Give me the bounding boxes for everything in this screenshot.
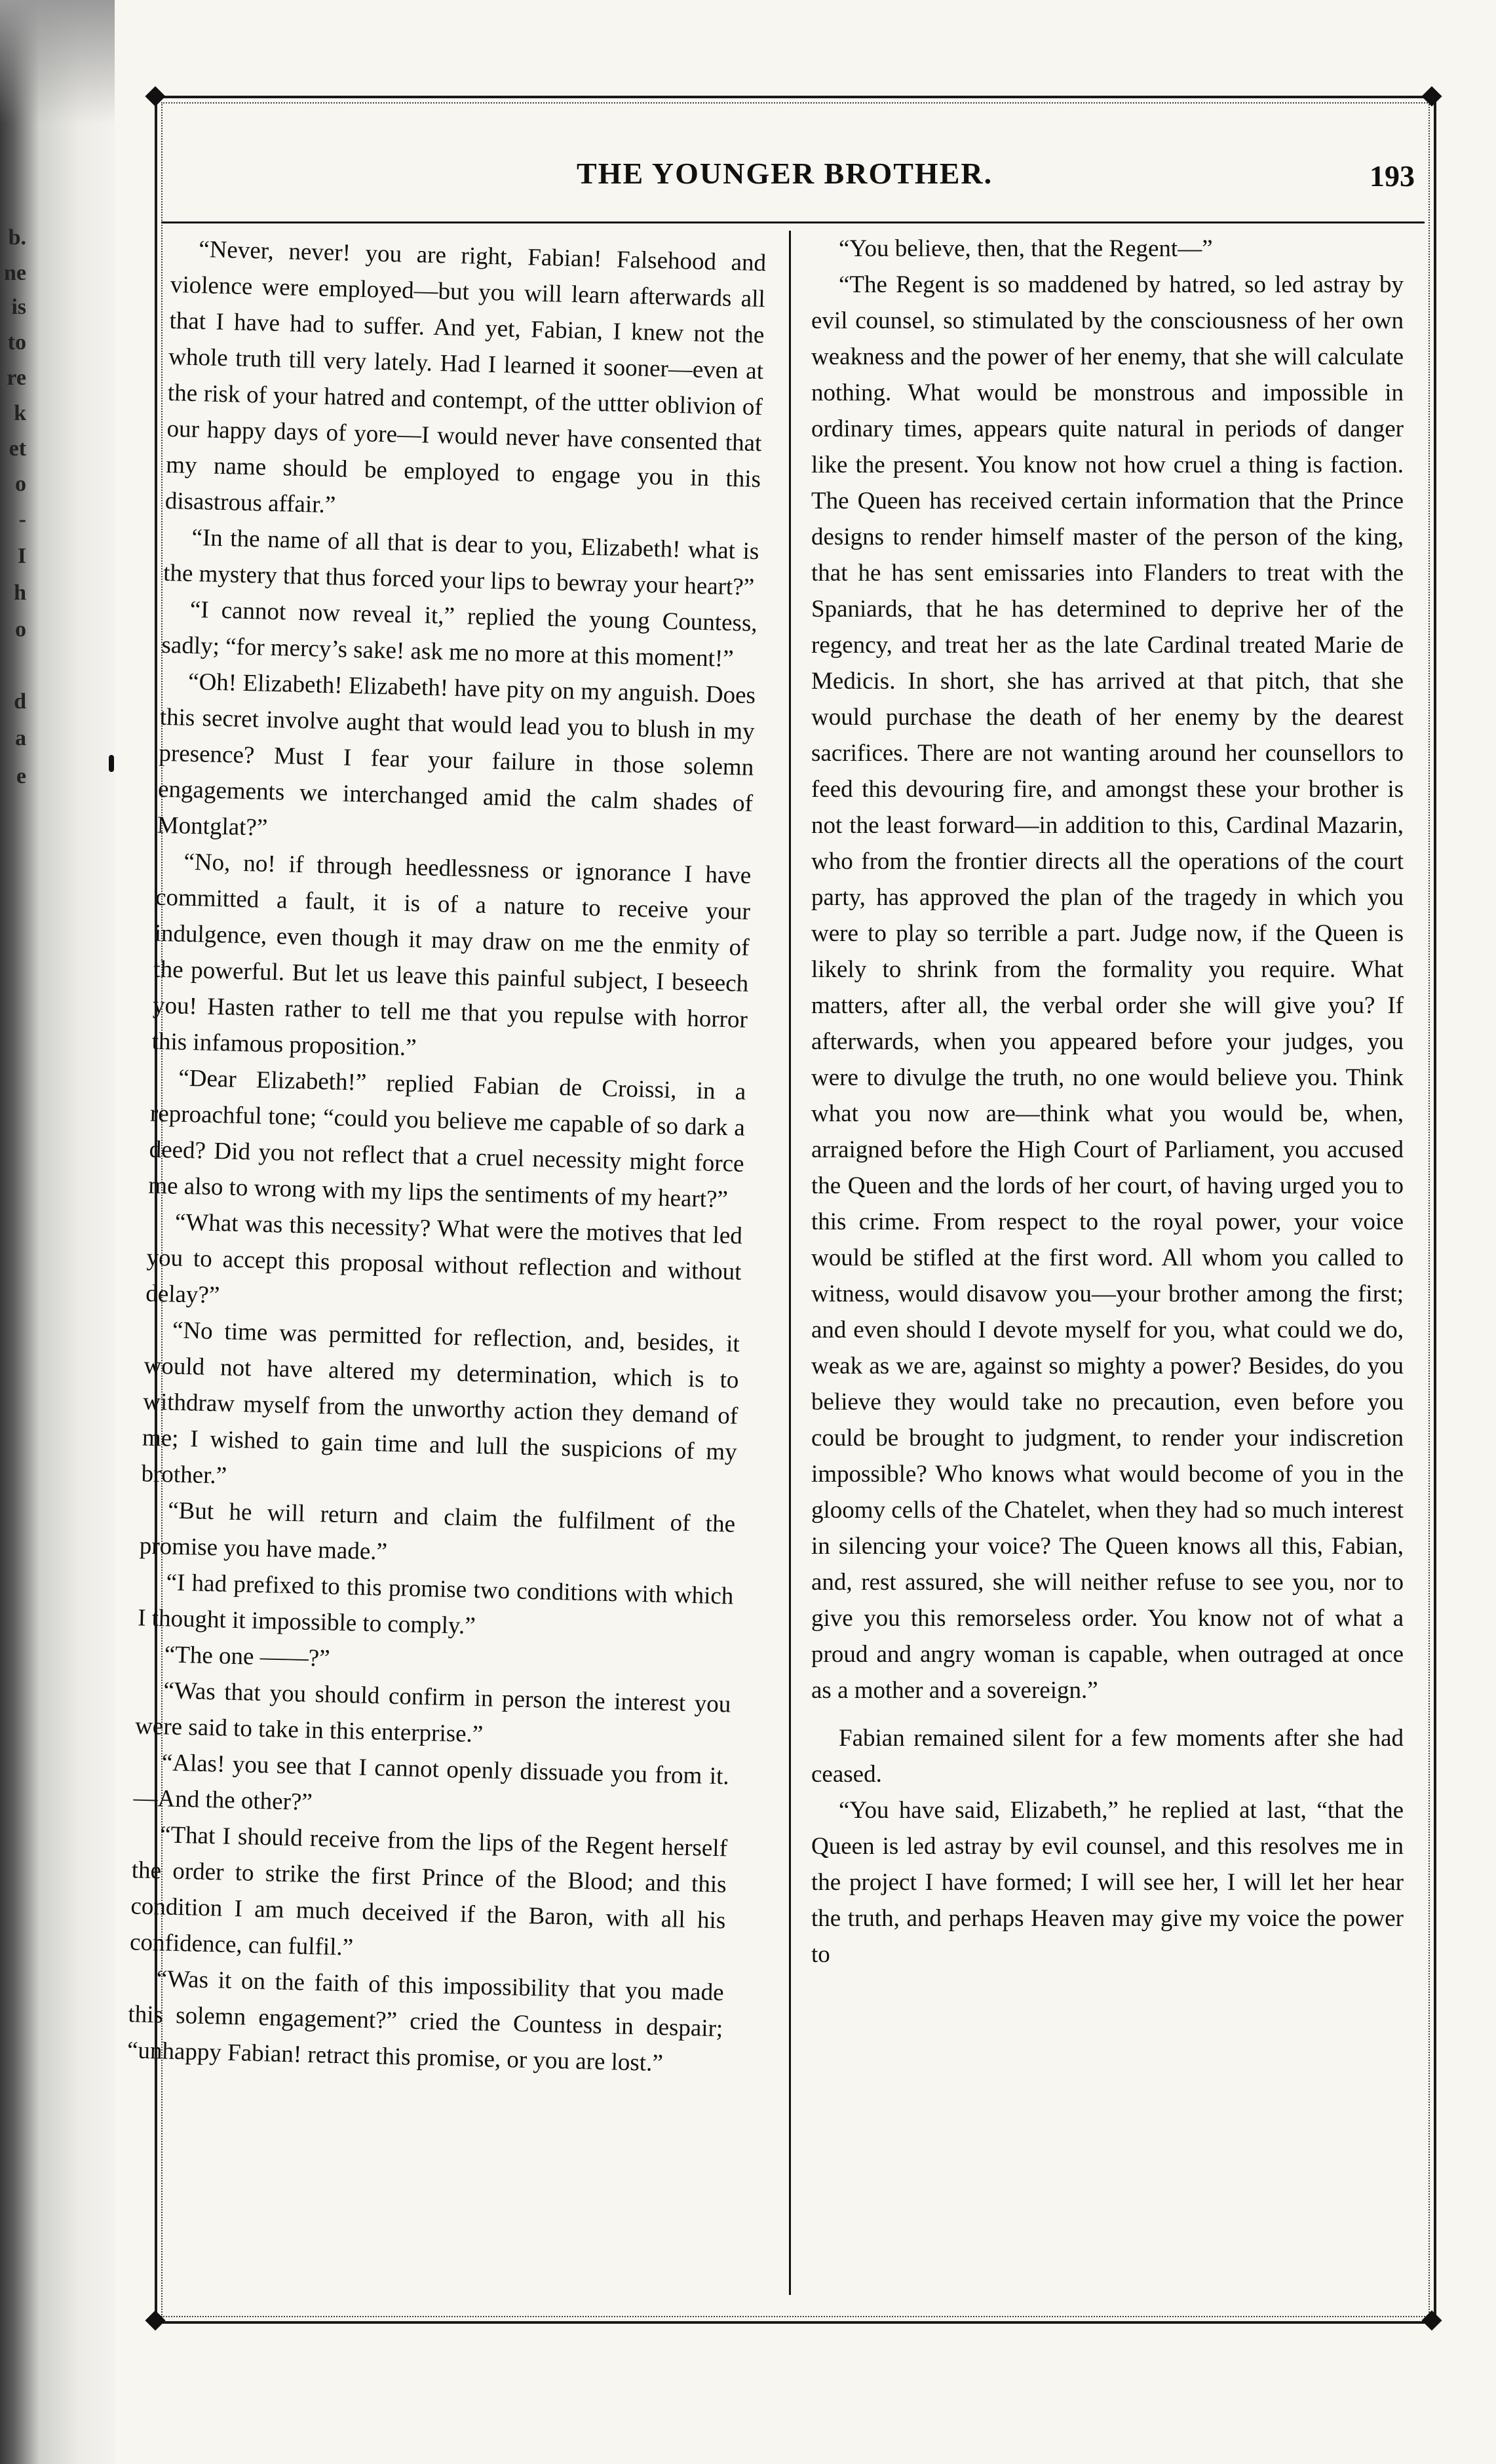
paragraph: “In the name of all that is dear to you, Elizabeth! what is the mystery that thus forced your lips to bewray your heart?” <box>163 524 759 601</box>
paragraph: “That I should receive from the lips of the Regent herself the order to strike the first Prince of the Blood; and this condition I am much deceived if the Baron, with all his confidence, can fulfil.” <box>129 1821 728 1961</box>
header-rule <box>161 221 1425 223</box>
page-number: 193 <box>1370 159 1415 193</box>
paragraph: “Oh! Elizabeth! Elizabeth! have pity on my anguish. Does this secret involve aught that would lead you to blush in my presence? Must I fear your failure in those solemn engagements we interchanged amid the calm shades of Montglat?” <box>157 668 756 841</box>
paragraph: “Dear Elizabeth!” replied Fabian de Croissi, in a reproachful tone; “could you believe me capable of so dark a deed? Did you not reflect that a cruel necessity might force me also to wrong with my lips the sentiments of my heart?” <box>147 1064 746 1214</box>
paragraph: “Alas! you see that I cannot openly dissuade you from it.—And the other?” <box>133 1749 730 1816</box>
right-column <box>811 231 1404 1973</box>
paragraph: “You have said, Elizabeth,” he replied at last, “that the Queen is led astray by evil counsel, and this resolves me in the project I have formed; I will see her, I will let her hear the truth, and perhaps Heaven may give my voice the power to <box>811 1797 1404 1968</box>
paragraph: “But he will return and claim the fulfilment of the promise you have made.” <box>139 1497 736 1566</box>
paragraph: “I cannot now reveal it,” replied the young Countess, sadly; “for mercy’s sake! ask me no more at this moment!” <box>161 596 758 673</box>
bleed-fragment: re <box>7 366 26 390</box>
bleed-fragment: I <box>17 544 26 568</box>
bleed-fragment: o <box>15 472 26 496</box>
left-column <box>126 231 766 2083</box>
bleed-fragment: d <box>14 689 26 714</box>
bleed-fragment: o <box>15 617 26 642</box>
bleed-fragment: e <box>16 764 26 788</box>
paragraph: “The Regent is so maddened by hatred, so led astray by evil counsel, so stimulated by the consciousness of her own weakness and the power of her enemy, that she will calculate nothing. What would be monstrous and impossible in ordinary times, appears quite natural in periods of danger like the present. You know not how cruel a thing is faction. The Queen has received certain information that the Prince designs to render himself master of the person of the king, that he has sent emissaries into Flanders to treat with the Spaniards, that he has determined to deprive her of the regency, and treat her as the late Cardinal treated Marie de Medicis. In short, she has arrived at that pitch, that she would purchase the death of her enemy by the dearest sacrifices. There are not wanting around her counsellors to feed this devouring fire, and amongst these your brother is not the least forward—in addition to this, Cardinal Mazarin, who from the frontier directs all the operations of the court party, has approved the plan of the tragedy in which you were to play so terrible a part. Judge now, if the Queen is likely to shrink from the formality you require. What matters, after all, the verbal order she will give you? If afterwards, when you appeared before your judges, you were to divulge the truth, no one would believe you. Think what you now are—think what you would be, when, arraigned before the High Court of Parliament, you accused the Queen and the lords of her court, of having urged you to this crime. From respect to the royal power, your voice would be stifled at the first word. All whom you called to witness, would disavow you—your brother among the first; and even should I devote myself for you, what could we do, weak as we are, against so mighty a power? Besides, do you believe they would take no precaution, even before you could be brought to judgment, to render your indiscretion impossible? Who knows what would become of you in the gloomy cells of the Chatelet, when they had so much interest in silencing your voice? The Queen knows all this, Fabian, and, rest assured, she will neither refuse to see you, nor to give you this remorseless order. You know not of what a proud and angry woman is capable, when outraged at once as a mother and a sovereign.” <box>811 271 1404 1704</box>
bleed-fragment: is <box>11 295 26 319</box>
bleed-fragment: ne <box>4 261 26 285</box>
bleed-fragment: a <box>15 726 26 750</box>
paragraph: “Never, never! you are right, Fabian! Falsehood and violence were employed—but you will learn afterwards all that I have had to suffer. And yet, Fabian, I knew not the whole truth till very lately. Had I learned it sooner—even at the risk of your hatred and contempt, of the uttter oblivion of our happy days of yore—I would never have consented that my name should be employed to engage you in this disastrous affair.” <box>164 236 767 519</box>
paragraph: “No time was permitted for reflection, and, besides, it would not have altered my determination, which is to withdraw myself from the unworthy action they demand of me; I wished to gain time and lull the suspicions of my brother.” <box>141 1317 740 1490</box>
bleed-fragment: b. <box>8 225 26 250</box>
ink-mark <box>109 755 114 772</box>
column-divider <box>789 231 791 2295</box>
paragraph: “Was that you should confirm in person the interest you were said to take in this enterprise.” <box>134 1677 731 1748</box>
bleed-fragment: to <box>7 330 26 355</box>
paragraph: “What was this necessity? What were the motives that led you to accept this proposal without reflection and without delay?” <box>145 1208 743 1309</box>
bleed-fragment: k <box>14 401 26 425</box>
bleed-fragment: et <box>9 436 26 461</box>
gutter-shadow <box>0 0 115 125</box>
paragraph: “Was it on the faith of this impossibility that you made this solemn engagement?” cried the Countess in despair; “unhappy Fabian! retract this promise, or you are lost.” <box>126 1965 725 2077</box>
bleed-fragment: - <box>18 507 26 531</box>
paragraph: “The one ——?” <box>164 1641 331 1672</box>
paragraph: Fabian remained silent for a few moments after she had ceased. <box>811 1725 1404 1788</box>
paragraph: “No, no! if through heedlessness or ignorance I have committed a fault, it is of a nature to receive your indulgence, even though it may draw on me the enmity of the powerful. But let us leave this painful subject, I beseech you! Hasten rather to tell me that you repulse with horror this infamous proposition.” <box>151 848 752 1062</box>
bleed-fragment: h <box>14 581 26 605</box>
paragraph: “You believe, then, that the Regent—” <box>839 235 1213 262</box>
paragraph: “I had prefixed to this promise two conditions with which I thought it impossible to comply.” <box>137 1569 734 1640</box>
running-head: THE YOUNGER BROTHER. <box>577 157 993 190</box>
